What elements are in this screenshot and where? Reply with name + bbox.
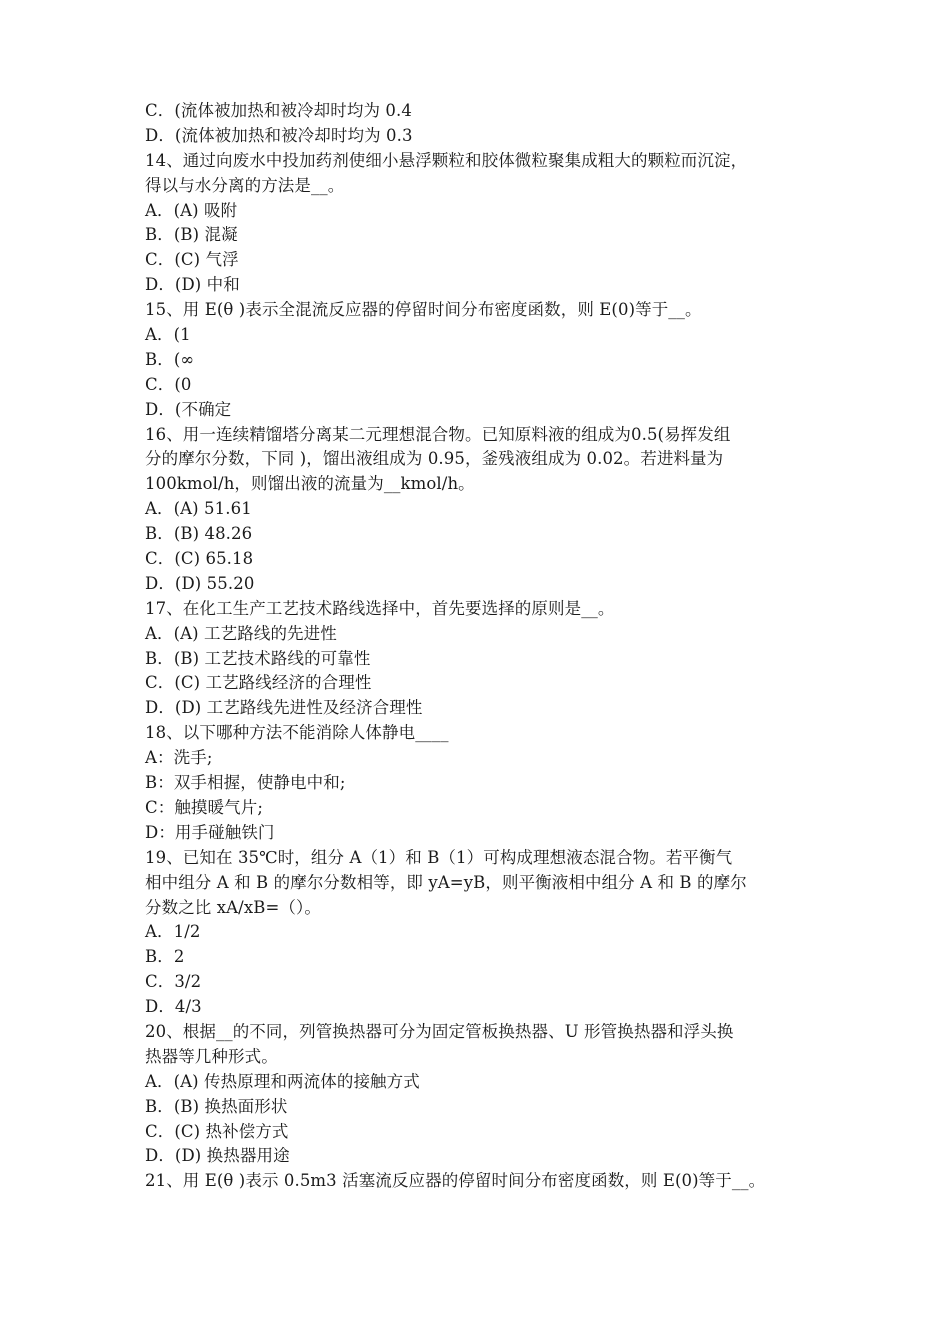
option-line: C．(流体被加热和被冷却时均为 0.4: [145, 101, 412, 120]
question-20-line: 20、根据__的不同，列管换热器可分为固定管板换热器、U 形管换热器和浮头换: [145, 1021, 734, 1041]
question-16-line: 16、用一连续精馏塔分离某二元理想混合物。已知原料液的组成为0.5(易挥发组: [145, 424, 731, 444]
option-line: C．(0: [145, 374, 192, 394]
option-line: B．(B) 换热面形状: [145, 1096, 288, 1116]
question-15-line: 15、用 E(θ )表示全混流反应器的停留时间分布密度函数，则 E(0)等于__。: [145, 300, 702, 320]
question-14-line: 得以与水分离的方法是__。: [145, 175, 345, 195]
option-line: A．(1: [145, 325, 191, 345]
question-20-line: 热器等几种形式。: [145, 1046, 278, 1066]
question-18-line: 18、以下哪种方法不能消除人体静电____: [145, 723, 449, 743]
option-line: D．(流体被加热和被冷却时均为 0.3: [145, 125, 413, 145]
option-line: D．4/3: [145, 997, 202, 1017]
option-line: A．(A) 51.61: [145, 499, 252, 519]
option-line: C．(C) 65.18: [145, 549, 254, 569]
question-14-line: 14、通过向废水中投加药剂使细小悬浮颗粒和胶体微粒聚集成粗大的颗粒而沉淀，: [145, 150, 748, 170]
option-line: B．(B) 混凝: [145, 225, 238, 245]
option-line: D：用手碰触铁门: [145, 822, 275, 842]
question-17-line: 17、在化工生产工艺技术路线选择中，首先要选择的原则是__。: [145, 598, 615, 618]
question-19-line: 19、已知在 35℃时，组分 A（1）和 B（1）可构成理想液态混合物。若平衡气: [145, 847, 733, 867]
option-line: D．(D) 工艺路线先进性及经济合理性: [145, 698, 423, 718]
option-line: B．(B) 48.26: [145, 524, 253, 544]
option-line: B：双手相握，使静电中和;: [145, 773, 346, 793]
option-line: D．(D) 中和: [145, 275, 240, 295]
option-line: D．(不确定: [145, 399, 232, 419]
option-line: D．(D) 换热器用途: [145, 1146, 290, 1166]
option-line: A．(A) 传热原理和两流体的接触方式: [145, 1071, 420, 1091]
option-line: A：洗手;: [145, 748, 213, 768]
question-21-line: 21、用 E(θ )表示 0.5m3 活塞流反应器的停留时间分布密度函数，则 E(0)等于__。: [145, 1171, 766, 1191]
option-line: D．(D) 55.20: [145, 573, 255, 593]
option-line: C．(C) 工艺路线经济的合理性: [145, 673, 372, 693]
option-line: A．1/2: [145, 922, 201, 942]
option-line: C．3/2: [145, 972, 202, 992]
option-line: B．(∞: [145, 349, 195, 369]
option-line: B．(B) 工艺技术路线的可靠性: [145, 648, 371, 668]
option-line: B．2: [145, 947, 185, 967]
question-16-line: 100kmol/h，则馏出液的流量为__kmol/h。: [145, 474, 475, 494]
question-16-line: 分的摩尔分数，下同 )，馏出液组成为 0.95，釜残液组成为 0.02。若进料量为: [145, 449, 724, 469]
option-line: A．(A) 吸附: [145, 200, 238, 220]
document-page: [145, 99, 810, 1194]
option-line: C：触摸暖气片;: [145, 797, 263, 817]
option-line: A．(A) 工艺路线的先进性: [145, 623, 337, 643]
option-line: C．(C) 气浮: [145, 250, 239, 270]
question-19-line: 相中组分 A 和 B 的摩尔分数相等，即 yA=yB，则平衡液相中组分 A 和 B 的摩尔: [145, 872, 747, 892]
option-line: C．(C) 热补偿方式: [145, 1121, 289, 1141]
question-19-line: 分数之比 xA/xB=（）。: [145, 897, 321, 917]
